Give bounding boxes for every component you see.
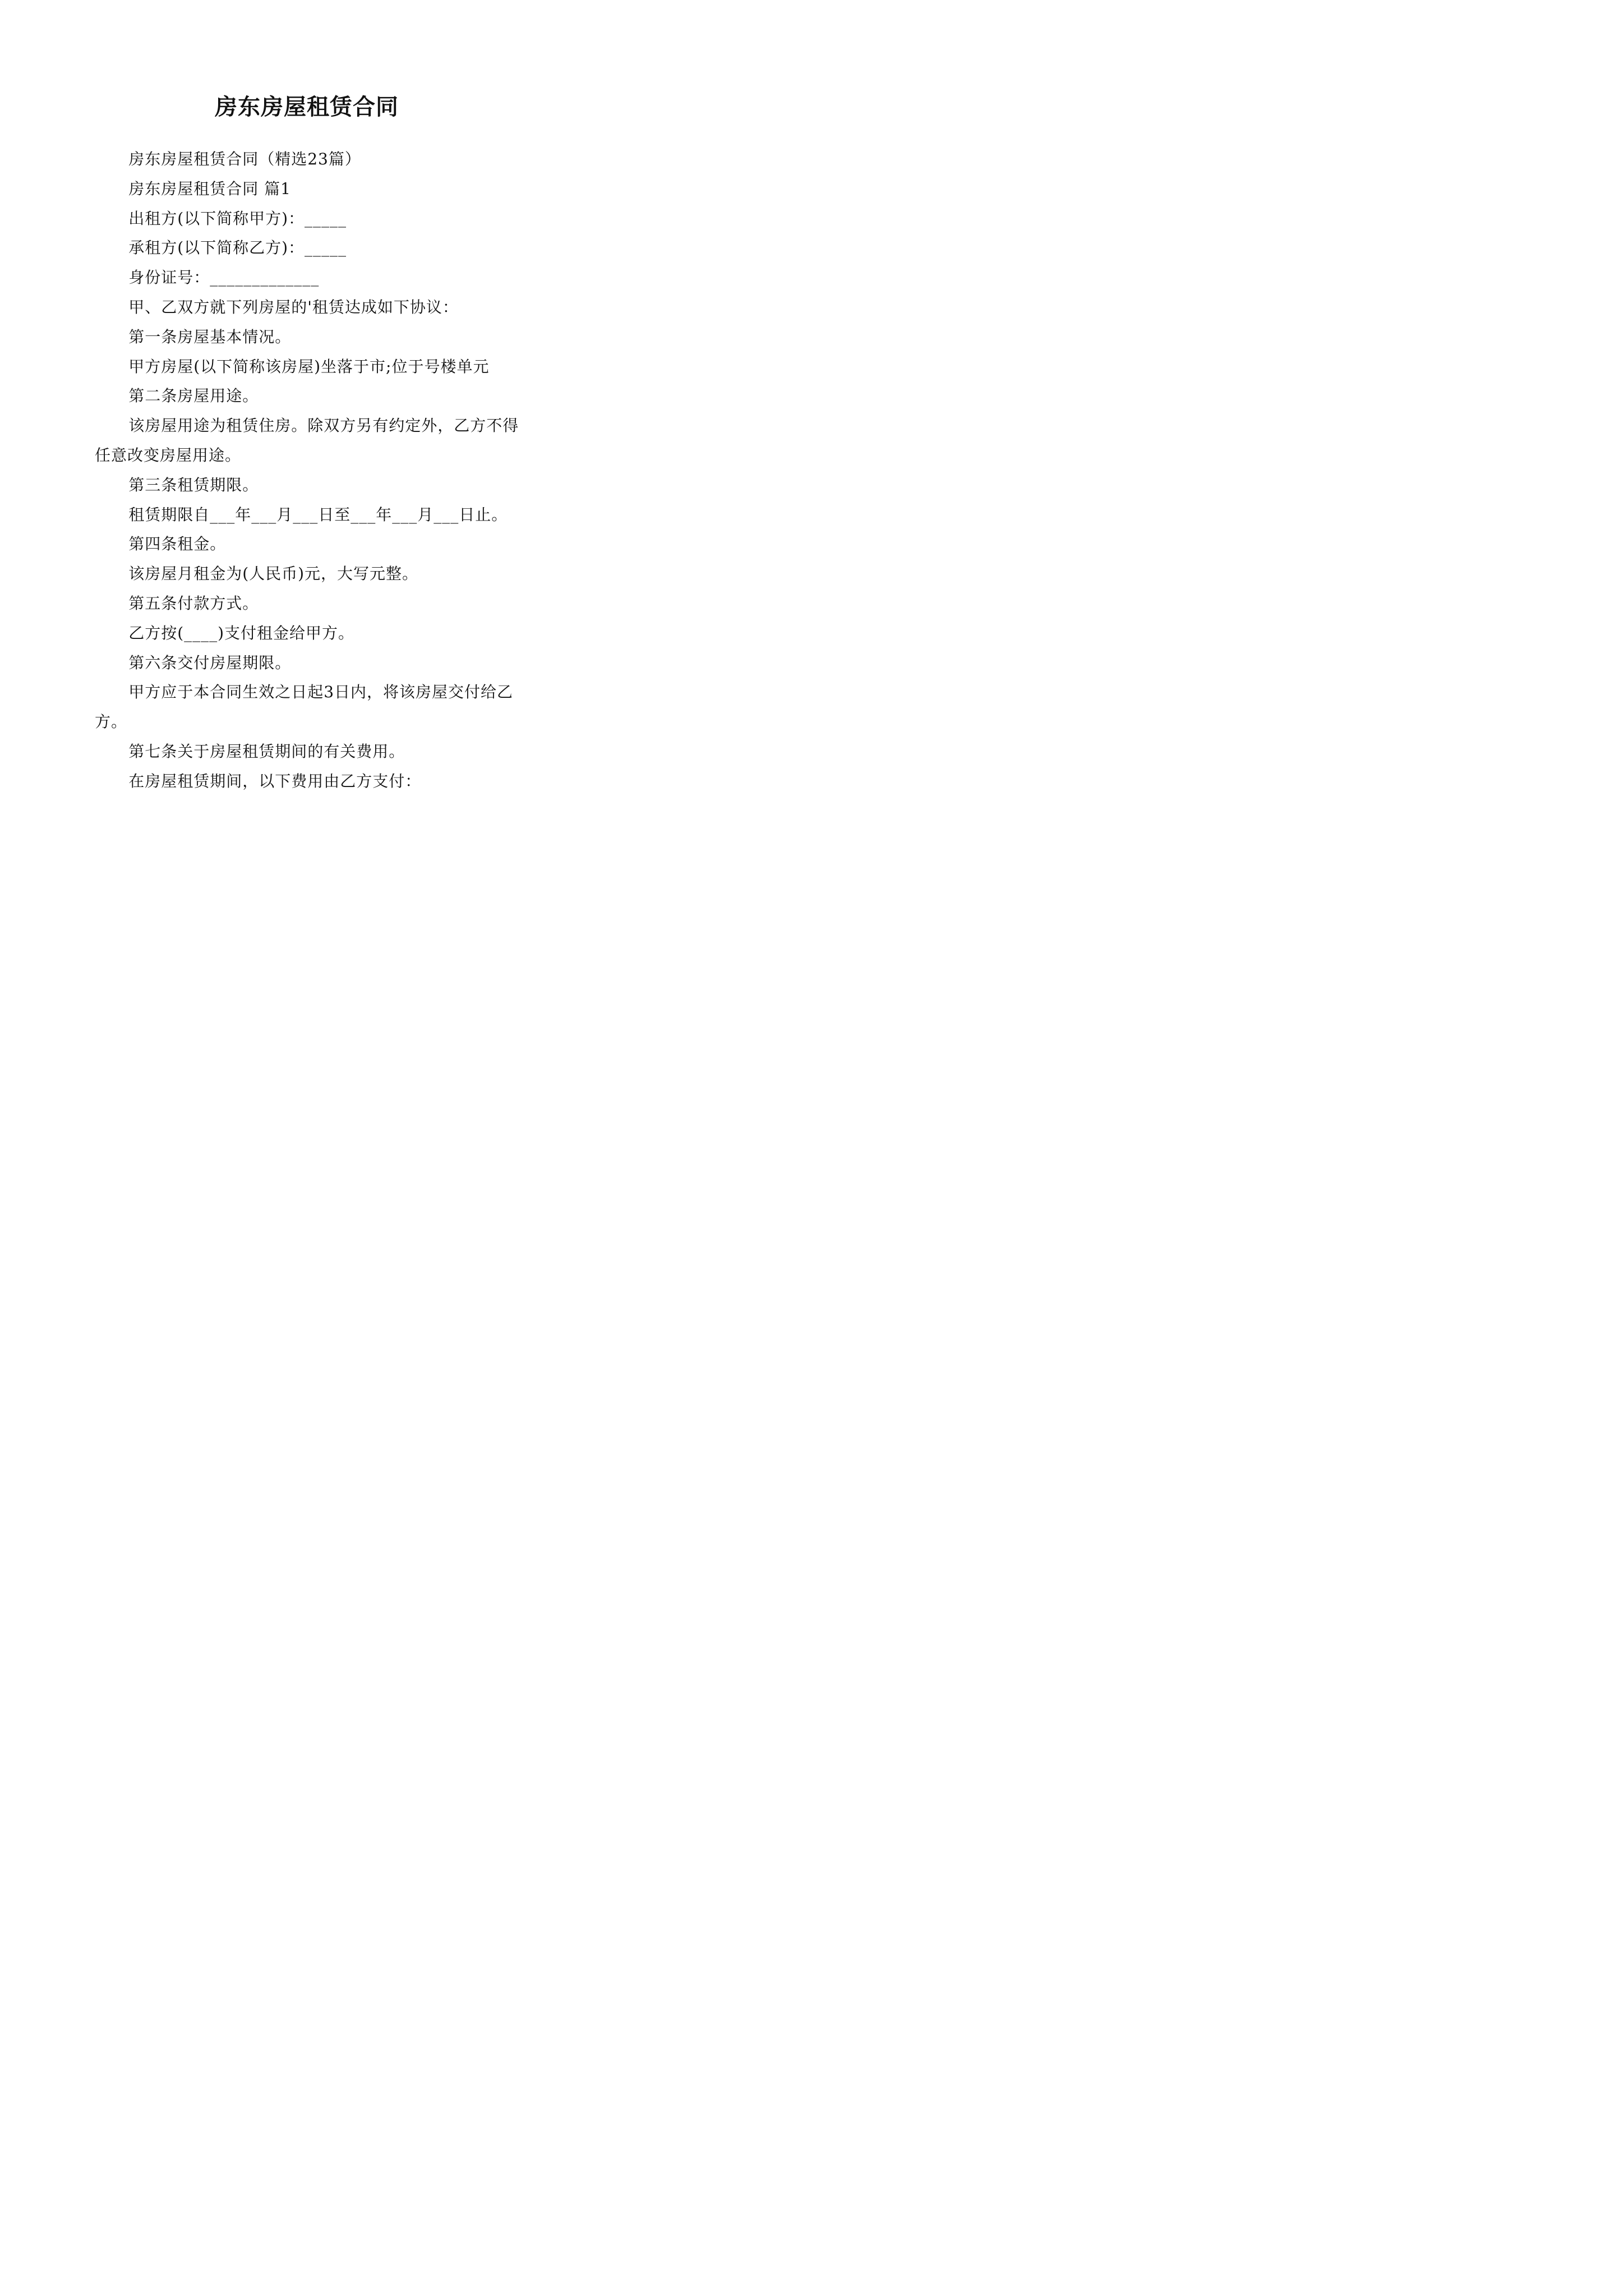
- document-body: [95, 145, 532, 797]
- paragraph-article-3-body: 租赁期限自___年___月___日至___年___月___日止。: [128, 505, 508, 524]
- paragraph-article-6-body: 甲方应于本合同生效之日起3日内，将该房屋交付给乙方。: [95, 683, 514, 731]
- paragraph-article-6-heading: 第六条交付房屋期限。: [128, 653, 292, 672]
- document-page: [0, 0, 614, 868]
- document-title: 房东房屋租赁合同: [215, 93, 399, 120]
- paragraph-article-2-heading: 第二条房屋用途。: [128, 386, 259, 406]
- paragraph-lessee: 承租方(以下简称乙方)：_____: [128, 238, 347, 257]
- paragraph-article-1-body: 甲方房屋(以下简称该房屋)坐落于市;位于号楼单元: [128, 357, 490, 376]
- paragraph-article-1-heading: 第一条房屋基本情况。: [128, 327, 292, 346]
- paragraph-article-3-heading: 第三条租赁期限。: [128, 475, 259, 494]
- paragraph-subtitle: 房东房屋租赁合同（精选23篇）: [128, 150, 361, 168]
- paragraph-article-7-heading: 第七条关于房屋租赁期间的有关费用。: [128, 742, 405, 761]
- paragraph-article-4-heading: 第四条租金。: [128, 535, 227, 554]
- paragraph-article-5-body: 乙方按(____)支付租金给甲方。: [128, 623, 355, 642]
- paragraph-article-5-heading: 第五条付款方式。: [128, 593, 259, 613]
- paragraph-section-heading: 房东房屋租赁合同 篇1: [128, 179, 291, 198]
- paragraph-article-7-body: 在房屋租赁期间，以下费用由乙方支付：: [128, 771, 422, 790]
- paragraph-agreement-intro: 甲、乙双方就下列房屋的'租赁达成如下协议：: [128, 297, 459, 316]
- paragraph-article-4-body: 该房屋月租金为(人民币)元，大写元整。: [128, 564, 419, 583]
- paragraph-article-2-body: 该房屋用途为租赁住房。除双方另有约定外，乙方不得任意改变房屋用途。: [95, 416, 519, 464]
- paragraph-lessor: 出租方(以下简称甲方)：_____: [128, 209, 347, 228]
- paragraph-id-number: 身份证号：_____________: [128, 268, 320, 287]
